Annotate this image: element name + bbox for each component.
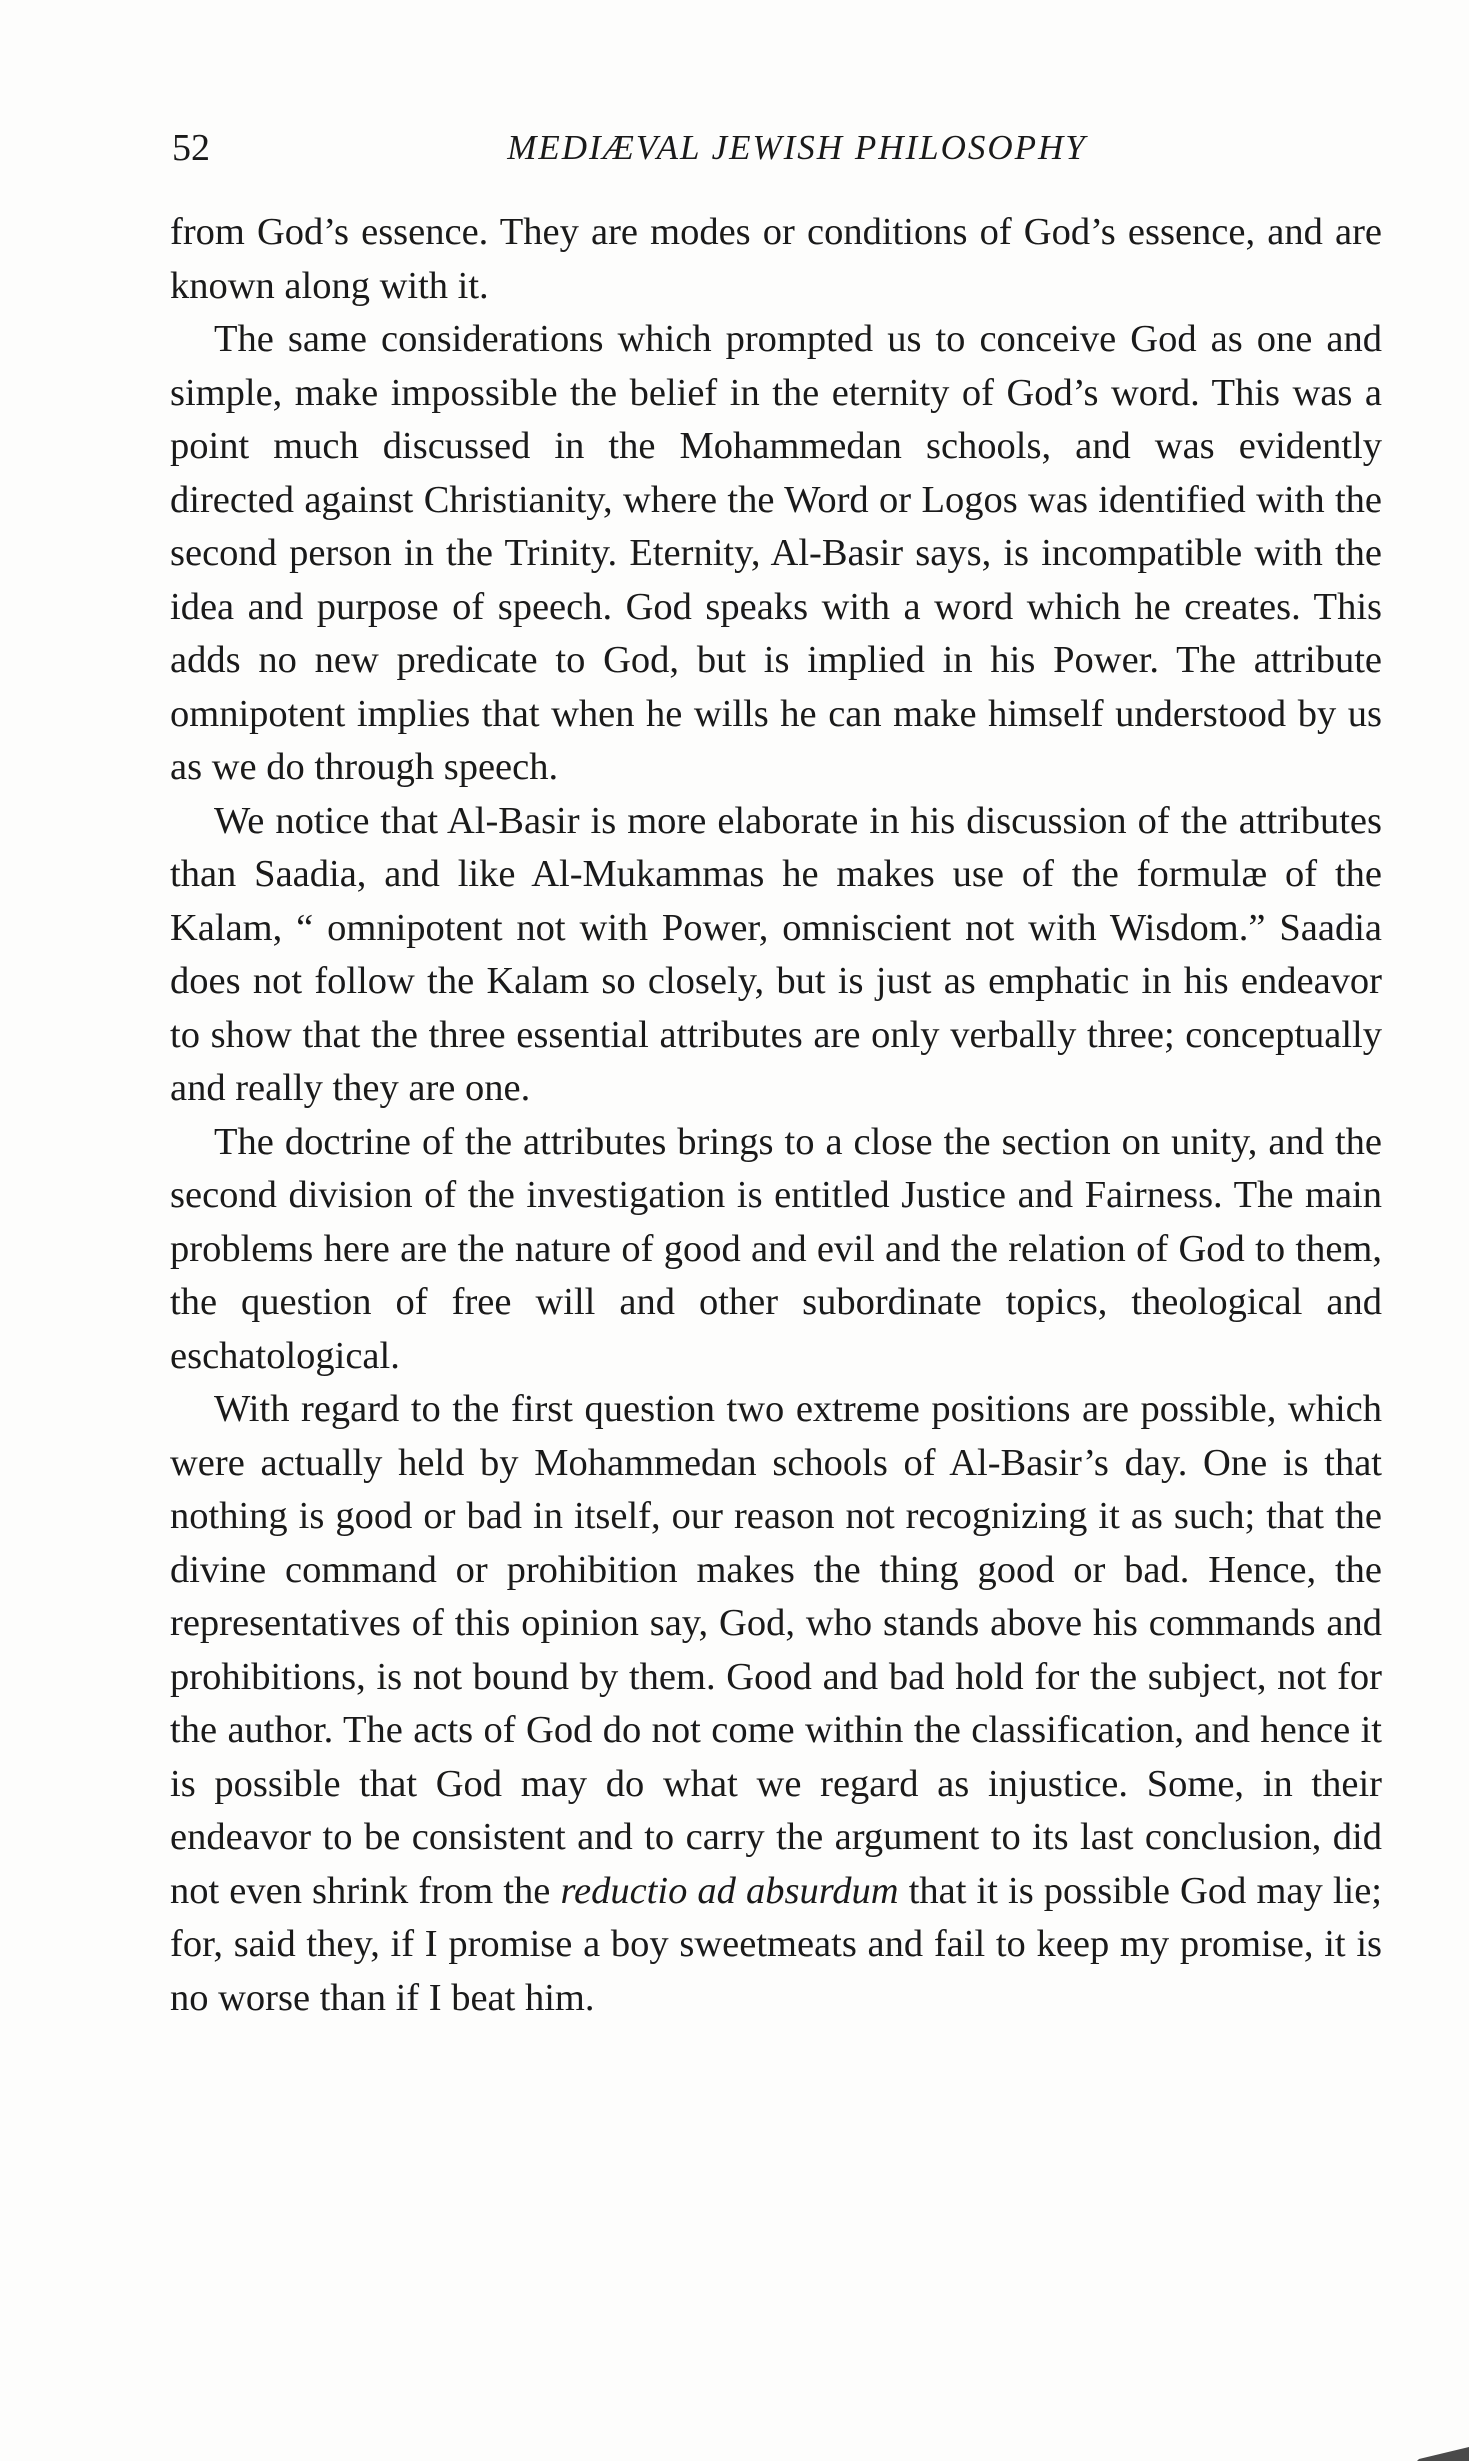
page-number: 52 xyxy=(172,127,210,169)
running-head xyxy=(172,118,1382,178)
italic-phrase: reductio ad absurdum xyxy=(560,1869,899,1912)
paragraph: We notice that Al-Basir is more elaborate in his discussion of the attributes than Saadia, and like Al-Mukammas he makes use of the formulæ of the Kalam, “ omnipotent not with Power, omniscient not with Wisdom.” Saadia does not follow the Kalam so closely, but is just as emphatic in his endeavor to show that the three essential attributes are only verbally three; conceptually and really they are one. xyxy=(170,799,1382,1109)
body-text xyxy=(170,206,1382,2025)
paragraph: The doctrine of the attributes brings to a close the section on unity, and the second division of the investigation is entitled Justice and Fairness. The main problems here are the nature of good and evil and the relation of God to them, the question of free will and other subordinate topics, theological and eschatological. xyxy=(170,1120,1382,1377)
paragraph: The same considerations which prompted us to conceive God as one and simple, make impossible the belief in the eternity of God’s word. This was a point much discussed in the Mohammedan schools, and was evidently directed against Christianity, where the Word or Logos was identified with the second person in the Trinity. Eternity, Al-Basir says, is incompatible with the idea and purpose of speech. God speaks with a word which he creates. This adds no new predicate to God, but is implied in his Power. The attribute omnipotent implies that when he wills he can make himself understood by us as we do through speech. xyxy=(170,318,1382,788)
running-title: MEDIÆVAL JEWISH PHILOSOPHY xyxy=(507,128,1087,167)
page-edge-smudge xyxy=(1409,2421,1469,2461)
paragraph-text-end: that it is possible God may lie; for, said they, if I promise a boy sweetmeats and fail to keep my promise, it is no worse than if I beat him. xyxy=(170,1869,1383,2019)
paragraph-text-start: With regard to the first question two extreme positions are possible, which were actually held by Mohammedan schools of Al-Basir’s day. One is that nothing is good or bad in itself, our reason not recognizing it as such; that the divine command or prohibition makes the thing good or bad. Hence, the representatives of this opinion say, God, who stands above his commands and prohibitions, is not bound by them. Good and bad hold for the subject, not for the author. The acts of God do not come within the classification, and hence it is possible that God may do what we regard as injustice. Some, in their endeavor to be consistent and to carry the argument to its last conclusion, did not even shrink from the xyxy=(170,1388,1382,1912)
paragraph xyxy=(170,1383,1382,2025)
paragraph-continued: from God’s essence. They are modes or conditions of God’s essence, and are known along with it. xyxy=(170,211,1382,307)
